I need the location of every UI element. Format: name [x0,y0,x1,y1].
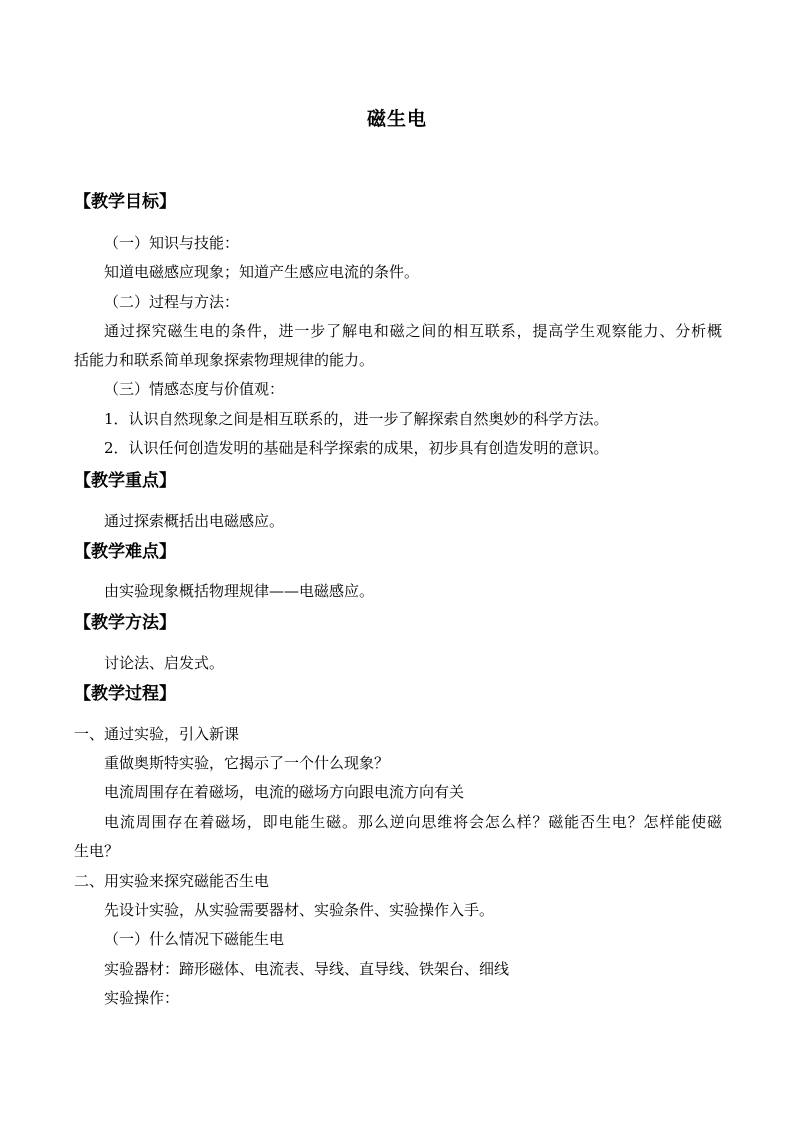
document-title: 磁生电 [366,108,427,130]
process-s1-line-1: 重做奥斯特实验，它揭示了一个什么现象？ [104,754,390,772]
heading-methods: 【教学方法】 [74,613,176,633]
process-s1-line-3b: 生电？ [74,842,120,860]
methods-text: 讨论法、启发式。 [104,654,225,672]
heading-difficulties: 【教学难点】 [74,542,176,562]
objectives-sub1-text: 知道电磁感应现象；知道产生感应电流的条件。 [104,263,420,281]
objectives-item-2: 2．认识任何创造发明的基础是科学探索的成果，初步具有创造发明的意识。 [104,439,609,457]
objectives-sub2-text-line2: 括能力和联系简单现象探索物理规律的能力。 [74,351,375,369]
objectives-sub2-text-line1: 通过探究磁生电的条件，进一步了解电和磁之间的相互联系，提高学生观察能力、分析概 [104,322,722,340]
process-s2-equipment: 实验器材：蹄形磁体、电流表、导线、直导线、铁架台、细线 [104,960,510,978]
heading-key-points: 【教学重点】 [74,471,176,491]
objectives-item-1: 1．认识自然现象之间是相互联系的，进一步了解探索自然奥妙的科学方法。 [104,410,609,428]
process-s2-line-1: 先设计实验，从实验需要器材、实验条件、实验操作入手。 [104,901,495,919]
objectives-sub1-title: （一）知识与技能： [104,234,240,252]
difficulties-text: 由实验现象概括物理规律——电磁感应。 [104,582,375,600]
heading-objectives: 【教学目标】 [74,192,176,212]
key-points-text: 通过探索概括出电磁感应。 [104,512,285,530]
process-s1-line-2: 电流周围存在着磁场，电流的磁场方向跟电流方向有关 [104,783,465,801]
process-section-2-title: 二、用实验来探究磁能否生电 [74,872,270,890]
objectives-sub2-title: （二）过程与方法： [104,293,240,311]
process-s1-line-3a: 电流周围存在着磁场，即电能生磁。那么逆向思维将会怎么样？磁能否生电？怎样能使磁 [104,813,722,831]
heading-process: 【教学过程】 [74,684,176,704]
process-s2-sub-1: （一）什么情况下磁能生电 [104,930,285,948]
process-s2-operation: 实验操作： [104,989,180,1007]
process-section-1-title: 一、通过实验，引入新课 [74,725,240,743]
objectives-sub3-title: （三）情感态度与价值观： [104,380,285,398]
